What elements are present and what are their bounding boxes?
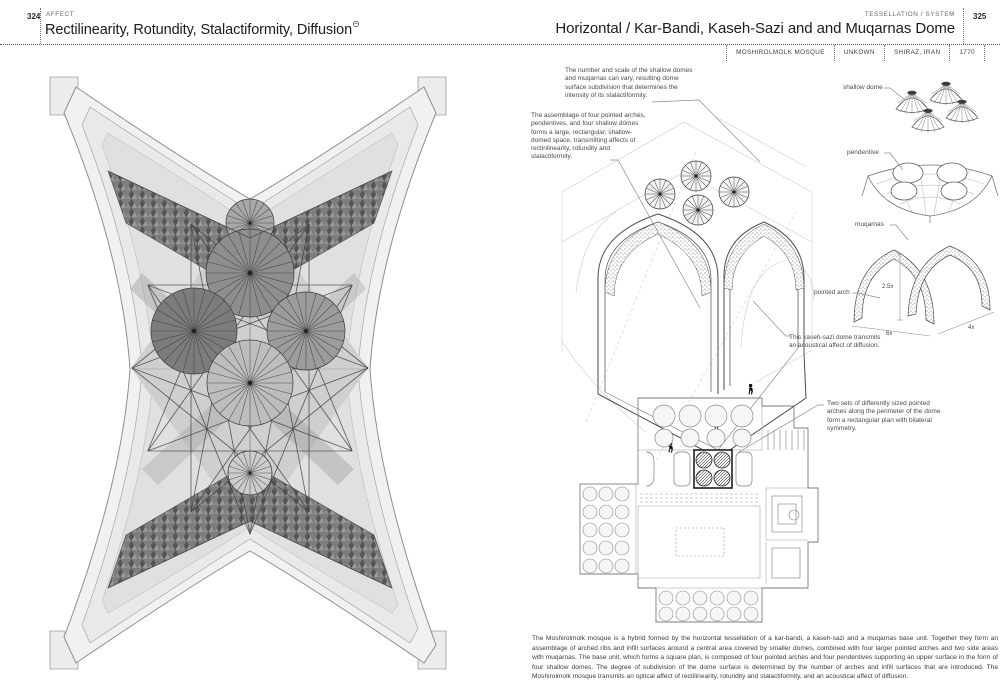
left-page-title [45, 20, 360, 38]
north-hall-columns [653, 405, 753, 447]
meta-architect: UNKOWN [834, 45, 884, 61]
pendentive-diagram [860, 146, 1000, 224]
right-header-divider [963, 8, 964, 44]
south-hall-columns [659, 591, 758, 621]
shallow-dome-unit-1 [896, 91, 928, 114]
assemblage-note: The assemblage of four pointed arches, pendentives, and four shallow domes forms a large, rectangular, shallow-domed space, transmitting affects of rectinlinearity, rotundity and stalactiformity. [531, 112, 646, 161]
muqarnas-diagram [838, 226, 1000, 338]
left-page-title-text: Rectilinearity, Rotundity, Stalactiformity, Diffusion [45, 21, 353, 38]
right-page-title: Horizontal / Kar-Bandi, Kaseh-Sazi and and Muqarnas Dome [555, 20, 955, 37]
left-category-label: AFFECT [46, 11, 75, 18]
dim-depth-label: 4x [968, 325, 975, 331]
plan-dome-unit [694, 450, 732, 488]
kaseh-sazi-note: This kaseh-sazi dome transmits an acoustical affect of diffusion. [789, 334, 881, 350]
plan-courtyard-pool [676, 528, 724, 556]
right-category-label: TESSELLATION / SYSTEM [864, 11, 955, 18]
left-header-divider [40, 8, 41, 44]
meta-year: 1770 [949, 45, 985, 61]
muqarnas-infill-band-side [724, 224, 804, 290]
meta-location: SHIRAZ, IRAN [884, 45, 949, 61]
east-rooms [768, 430, 804, 578]
pointed-arch-label: pointed arch [814, 289, 850, 296]
pendentive-label: pendentive [847, 149, 879, 156]
unit-dome-3 [683, 195, 713, 225]
dim-width-label: 6x [886, 331, 893, 337]
shallow-dome-label: shallow dome [843, 84, 883, 91]
affect-symbol-icon [352, 23, 360, 30]
shallow-dome-diagram [884, 78, 1000, 144]
left-page-number: 324 [27, 12, 41, 21]
front-pointed-arch [598, 214, 718, 394]
plan-arcade-lines [640, 494, 760, 502]
muqarnas-label: muqarnas [855, 221, 884, 228]
shallow-dome-south [207, 340, 293, 426]
project-metadata [726, 45, 985, 61]
right-page-number: 325 [973, 12, 987, 21]
rosette-dome-bottom [228, 451, 272, 495]
unit-dome-2 [681, 161, 711, 191]
floor-plan-figure [576, 392, 820, 632]
stalactiformity-note: The number and scale of the shallow domes and muqarnas can vary, resulting dome surface subdivision that determines the intensity of its stalactiformity. [565, 67, 693, 99]
unit-dome-4 [719, 177, 749, 207]
body-paragraph: The Moshirolmolk mosque is a hybrid formed by the horizontal tessellation of a kar-bandi, a kaseh-sazi and a muqarnas base unit. Together they form an assemblage of arched ribs and infill surfaces around a central area covered by smaller domes, combined with four larger pointed arches and two side areas with muqarnas. The base unit, which forms a square plan, is composed of four pointed arches and four pendentives supporting an upper surface in the form of four shallow domes. The degree of subdivision of the dome surface is determined by the number of arches and infill surfaces that are introduced. The Moshirolmolk mosque transmits an optical affect of rectilinearity, rotundity and stalactiformity, and an acoustical affect of diffusion. [532, 635, 998, 681]
unit-dome-1 [645, 179, 675, 209]
meta-project-name: MOSHIROLMOLK MOSQUE [726, 45, 834, 61]
west-hall-columns [583, 487, 629, 573]
muqarnas-arch-ribbons [854, 246, 990, 324]
ceiling-worms-eye-figure [38, 73, 458, 673]
plan-note: Two sets of differently sized pointed arches along the perimeter of the dome form a rectangular plan with bilateral symmetry. [827, 400, 941, 432]
shallow-dome-unit-2 [930, 82, 962, 105]
dim-height-label: 2.5x [882, 284, 894, 290]
